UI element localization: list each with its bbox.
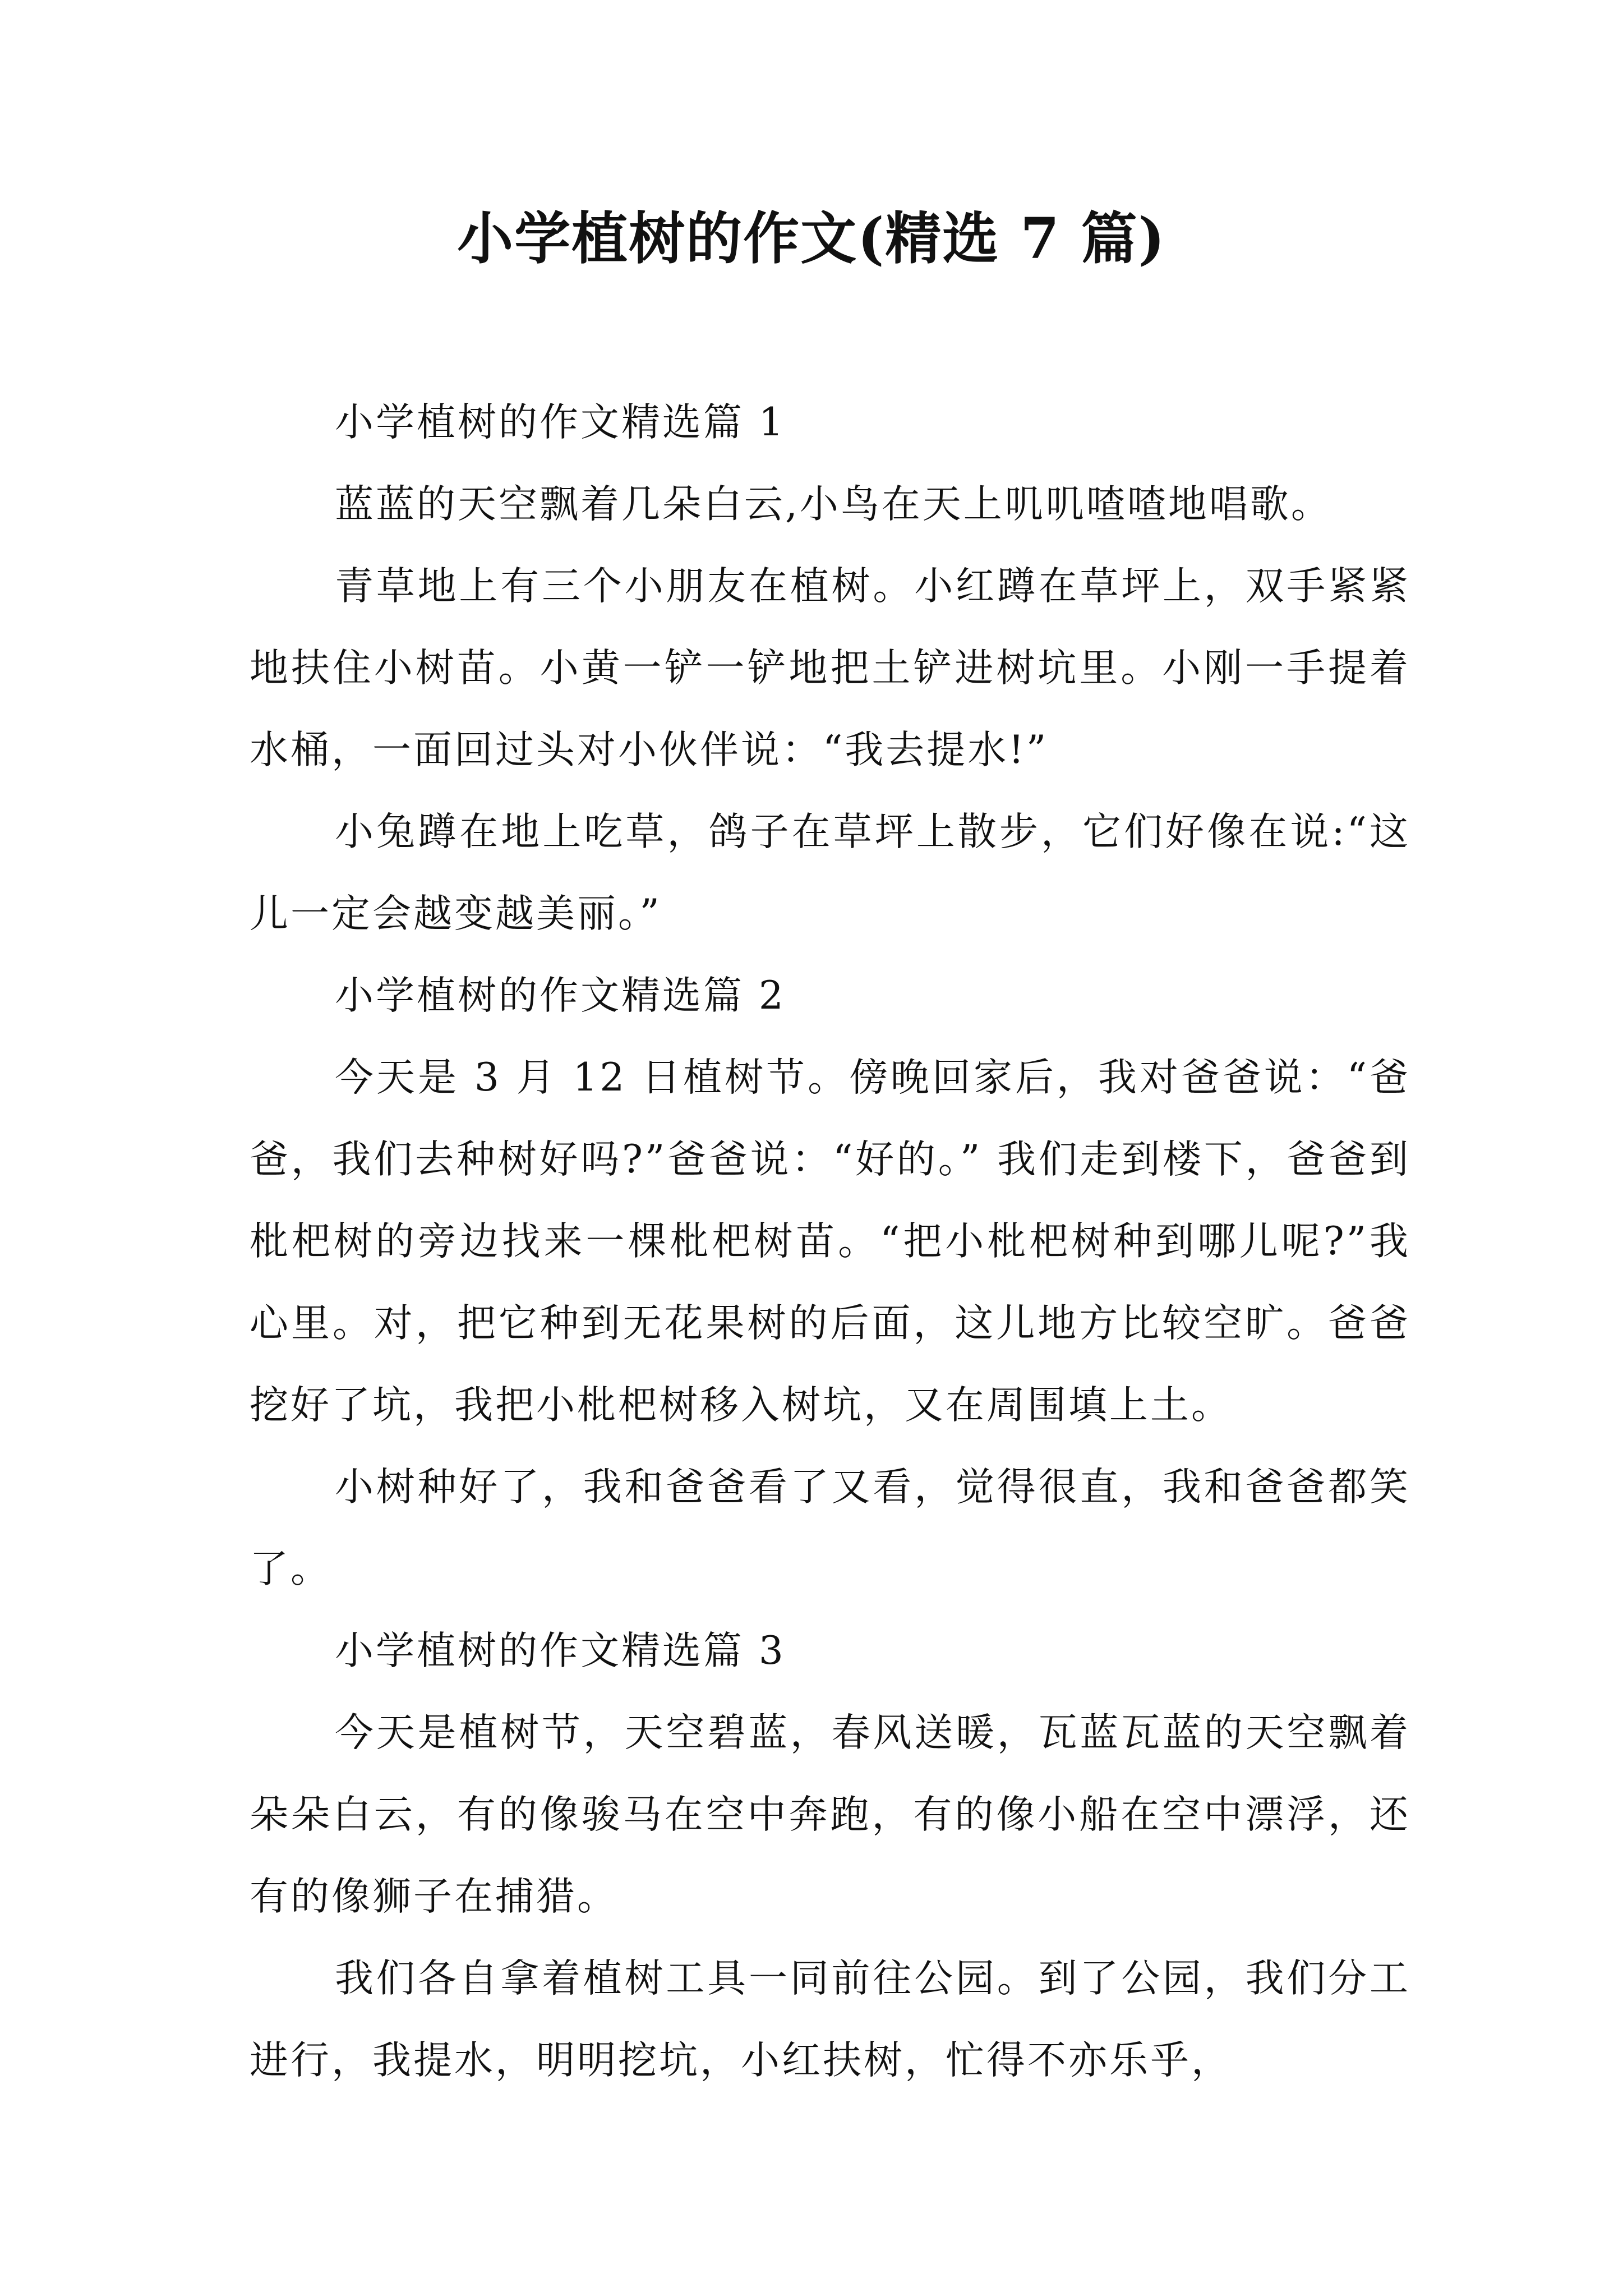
paragraph: 小树种好了，我和爸爸看了又看，觉得很直，我和爸爸都笑了。 — [250, 1465, 1410, 1591]
document-body — [250, 381, 1410, 2101]
section-heading-3: 小学植树的作文精选篇 3 — [335, 1628, 786, 1673]
document-title: 小学植树的作文(精选 7 篇) — [457, 205, 1166, 272]
section-heading-2: 小学植树的作文精选篇 2 — [335, 973, 786, 1018]
paragraph: 小兔蹲在地上吃草，鸽子在草坪上散步，它们好像在说:“这儿一定会越变越美丽。” — [250, 809, 1410, 936]
section-heading-1: 小学植树的作文精选篇 1 — [335, 400, 786, 445]
paragraph: 我们各自拿着植树工具一同前往公园。到了公园，我们分工进行，我提水，明明挖坑，小红扶树，忙得不亦乐乎， — [250, 1956, 1410, 2083]
paragraph: 蓝蓝的天空飘着几朵白云,小鸟在天上叽叽喳喳地唱歌。 — [335, 482, 1332, 527]
paragraph: 青草地上有三个小朋友在植树。小红蹲在草坪上，双手紧紧地扶住小树苗。小黄一铲一铲地把土铲进树坑里。小刚一手提着水桶，一面回过头对小伙伴说：“我去提水!” — [250, 564, 1410, 772]
paragraph: 今天是 3 月 12 日植树节。傍晚回家后，我对爸爸说：“爸爸，我们去种树好吗?”爸爸说：“好的。” 我们走到楼下，爸爸到枇杷树的旁边找来一棵枇杷树苗。“把小枇杷树种到哪儿呢?”我心里。对，把它种到无花果树的后面，这儿地方比较空旷。爸爸挖好了坑，我把小枇杷树移入树坑，又在周围填上土。 — [250, 1055, 1410, 1428]
paragraph: 今天是植树节，天空碧蓝，春风送暖，瓦蓝瓦蓝的天空飘着朵朵白云，有的像骏马在空中奔跑，有的像小船在空中漂浮，还有的像狮子在捕猎。 — [250, 1710, 1410, 1919]
